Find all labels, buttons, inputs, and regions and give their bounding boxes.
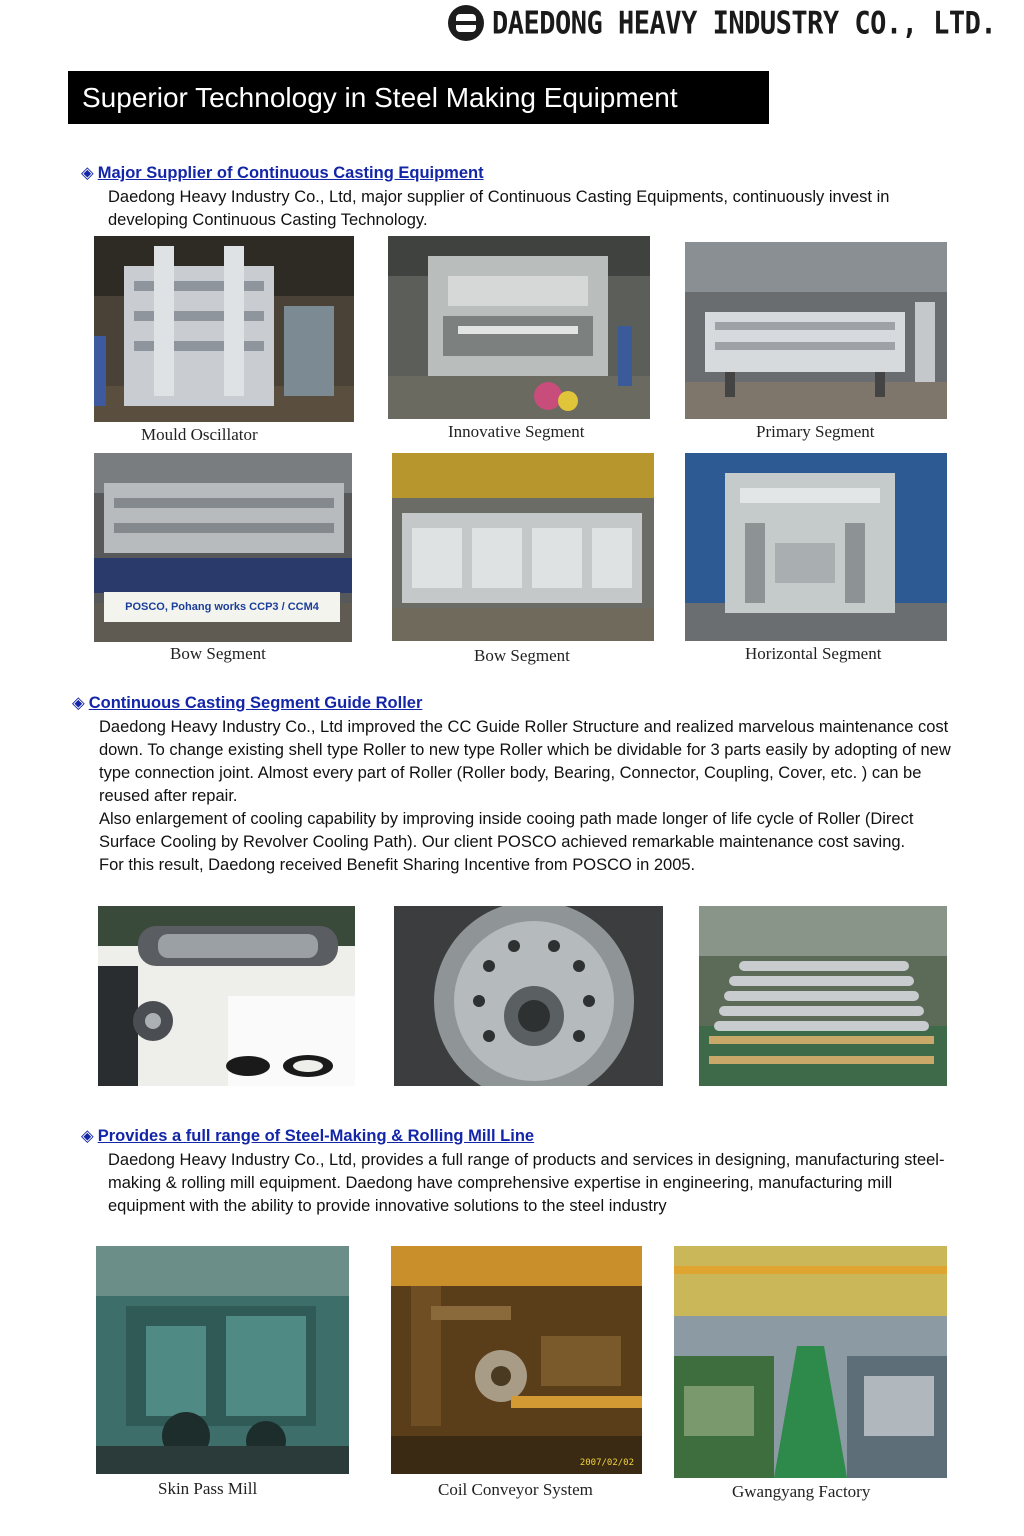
caption-primary-segment: Primary Segment: [756, 422, 875, 441]
photo-primary-segment: [685, 242, 947, 419]
caption-skin-pass-mill: Skin Pass Mill: [158, 1479, 258, 1498]
title-banner: [68, 71, 769, 124]
photo-roller-parts: [98, 906, 355, 1086]
photo-bow-segment-row: [392, 453, 654, 641]
caption-gwangyang-factory: Gwangyang Factory: [732, 1482, 871, 1501]
diamond-bullet-icon: ◈: [72, 694, 85, 712]
section-heading-text: Continuous Casting Segment Guide Roller: [88, 694, 423, 712]
paragraph: Also enlargement of cooling capability by improving inside cooing path made longer of life cycle of Roller (Direct Surface Cooling by Revolver Cooling Path). Our client POSCO achieved remarkable maintenance cost saving.: [99, 810, 914, 851]
section-body-rolling-mill: [108, 1149, 953, 1218]
logo-emblem-icon: [448, 5, 484, 41]
diamond-bullet-icon: ◈: [81, 164, 94, 182]
caption-mould-oscillator: Mould Oscillator: [141, 425, 258, 444]
diamond-bullet-icon: ◈: [81, 1127, 94, 1145]
section-heading-rolling-mill[interactable]: [81, 1126, 534, 1146]
paragraph: Daedong Heavy Industry Co., Ltd, provides a full range of products and services in designing, manufacturing steel-making & rolling mill equipment. Daedong have comprehensive expertise in engineering, manufacturing mill equipment with the ability to provide innovative solutions to the steel industry: [108, 1151, 945, 1215]
section-heading-text: Major Supplier of Continuous Casting Equipment: [97, 164, 484, 182]
photo-date-stamp: 2007/02/02: [579, 1458, 634, 1468]
section-body-guide-roller: [99, 716, 963, 877]
photo-gwangyang-factory: [674, 1246, 947, 1478]
photo-coil-conveyor: [391, 1246, 642, 1474]
page-title: Superior Technology in Steel Making Equipment: [82, 81, 678, 113]
photo-horizontal-segment: [685, 453, 947, 641]
photo-innovative-segment: [388, 236, 650, 419]
photo-banner-text: POSCO, Pohang works CCP3 / CCM4: [104, 592, 340, 622]
company-logo: [448, 4, 1020, 42]
caption-horizontal-segment: Horizontal Segment: [745, 644, 882, 663]
photo-mould-oscillator: [94, 236, 354, 422]
section-heading-text: Provides a full range of Steel-Making & Rolling Mill Line: [97, 1127, 535, 1145]
section-heading-guide-roller[interactable]: [72, 693, 422, 713]
caption-bow-segment: Bow Segment: [170, 644, 266, 663]
photo-roller-end: [394, 906, 663, 1086]
section-body-casting-equipment: [108, 186, 968, 232]
caption-bow-segment-2: Bow Segment: [474, 646, 570, 665]
paragraph: Daedong Heavy Industry Co., Ltd, major supplier of Continuous Casting Equipments, continuously invest in developing Continuous Casting Technology.: [108, 188, 890, 229]
company-logo-text: DAEDONG HEAVY INDUSTRY CO., LTD.: [492, 5, 997, 41]
section-heading-casting-equipment[interactable]: [81, 163, 484, 183]
paragraph: Daedong Heavy Industry Co., Ltd improved the CC Guide Roller Structure and realized marvelous maintenance cost down. To change existing shell type Roller to new type Roller which be dividable for 3 parts easily by adopting of new type connection joint. Almost every part of Roller (Roller body, Bearing, Connector, Coupling, Cover, etc. ) can be reused after repair.: [99, 718, 951, 805]
photo-roller-stock: [699, 906, 947, 1086]
caption-innovative-segment: Innovative Segment: [448, 422, 585, 441]
caption-coil-conveyor: Coil Conveyor System: [438, 1480, 593, 1499]
photo-skin-pass-mill: [96, 1246, 349, 1474]
paragraph: For this result, Daedong received Benefit Sharing Incentive from POSCO in 2005.: [99, 856, 696, 874]
